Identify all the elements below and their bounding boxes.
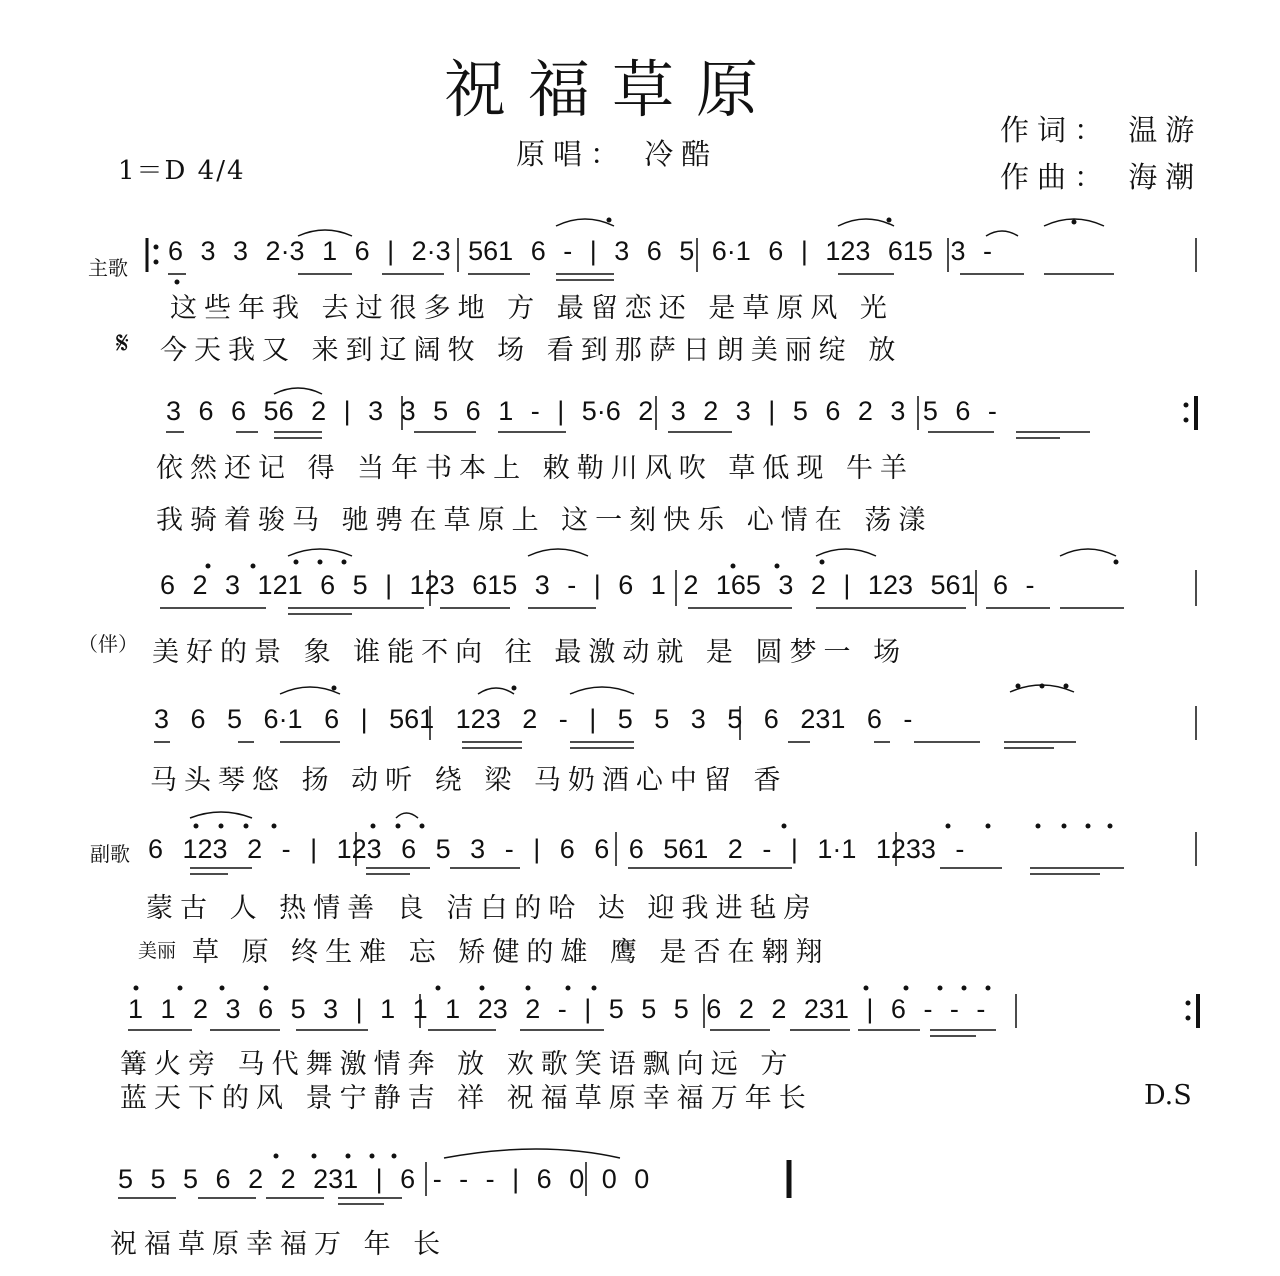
- octave-dot: [264, 986, 269, 991]
- lyric-system-5-verse-1: 蒙古 人 热情善 良 洁白的哈 达 迎我进毡房: [146, 893, 818, 924]
- octave-dot: [371, 824, 376, 829]
- octave-dot: [1114, 560, 1119, 565]
- octave-dot: [1086, 824, 1091, 829]
- segno-sign: 𝄋: [116, 326, 129, 361]
- octave-dot: [962, 986, 967, 991]
- slur: [478, 688, 514, 694]
- lyric-system-4: 马头琴悠 扬 动听 绕 梁 马奶酒心中留 香: [150, 765, 788, 796]
- lyric-system-3: 美好的景 象 谁能不向 往 最激动就 是 圆梦一 场: [152, 637, 908, 668]
- octave-dot: [1064, 684, 1069, 689]
- octave-dot: [396, 824, 401, 829]
- octave-dot: [512, 686, 517, 691]
- chorus-label: 副歌: [90, 842, 130, 866]
- octave-dot: [272, 824, 277, 829]
- octave-dot: [318, 560, 323, 565]
- song-title: 祝福草原: [443, 53, 780, 126]
- octave-dot: [346, 1154, 351, 1159]
- lyric-system-6-verse-1: 篝火旁 马代舞激情奔 放 欢歌笑语飘向远 方: [120, 1049, 795, 1080]
- ds-marking: D.S: [1144, 1080, 1192, 1111]
- octave-dot: [220, 986, 225, 991]
- octave-dot: [775, 564, 780, 569]
- notes-system-2: 3 6 6 56 2 | 3 3 5 6 1 - | 5·6 2 3 2 3 | 5 6 2 3 5 6 -: [166, 396, 997, 426]
- octave-dot: [420, 824, 425, 829]
- slur: [556, 219, 614, 226]
- octave-dot: [1036, 824, 1041, 829]
- octave-dot: [731, 564, 736, 569]
- octave-dot: [904, 986, 909, 991]
- octave-dot: [526, 986, 531, 991]
- octave-dot: [607, 218, 612, 223]
- octave-dot: [392, 1154, 397, 1159]
- notes-system-3: 6 2 3 121 6 5 | 123 615 3 - | 6 1 2 165 3 2 | 123 561 6 -: [160, 570, 1035, 600]
- slur: [274, 388, 322, 394]
- octave-dot: [592, 986, 597, 991]
- slur: [570, 687, 634, 694]
- octave-dot: [194, 824, 199, 829]
- slur: [838, 219, 894, 226]
- octave-dot: [219, 824, 224, 829]
- octave-dot: [251, 564, 256, 569]
- octave-dot: [986, 824, 991, 829]
- octave-dot: [820, 560, 825, 565]
- key-signature: 1＝D 4/4: [118, 156, 246, 186]
- octave-dot: [332, 686, 337, 691]
- octave-dot: [566, 986, 571, 991]
- repeat-dot: [154, 245, 159, 250]
- singer-credit: 原唱： 冷酷: [516, 137, 719, 171]
- lyricist-credit: 作词： 温游: [1000, 113, 1203, 147]
- octave-dot: [312, 1154, 317, 1159]
- notes-system-7: 5 5 5 6 2 2 231 | 6 - - - | 6 0 0 0: [118, 1164, 650, 1194]
- octave-dot: [1040, 684, 1045, 689]
- slur: [396, 813, 418, 818]
- octave-dot: [294, 560, 299, 565]
- slur: [816, 549, 876, 556]
- lyric-system-2-verse-1: 依然还记 得 当年书本上 敕勒川风吹 草低现 牛羊: [156, 453, 914, 484]
- lyric-system-5-verse-2: 草 原 终生难 忘 矫健的雄 鹰 是否在翱翔: [192, 937, 830, 968]
- octave-dot: [244, 824, 249, 829]
- octave-dot: [1016, 684, 1021, 689]
- octave-dot: [370, 1154, 375, 1159]
- octave-dot: [1072, 220, 1077, 225]
- lyric-system-6-verse-2: 蓝天下的风 景宁静吉 祥 祝福草原幸福万年长: [120, 1083, 813, 1114]
- repeat-dot: [1186, 1016, 1191, 1021]
- octave-dot: [986, 986, 991, 991]
- octave-dot: [436, 986, 441, 991]
- verse-label: 主歌: [88, 256, 128, 280]
- notes-system-1: 6 3 3 2·3 1 6 | 2·3 561 6 - | 3 6 5 6·1 6 | 123 615 3 -: [168, 236, 992, 266]
- slur: [1060, 549, 1116, 556]
- lyric-system-7: 祝福草原幸福万 年 长: [110, 1229, 448, 1260]
- octave-dot: [175, 280, 180, 285]
- octave-dot: [887, 218, 892, 223]
- repeat-dot: [1186, 1001, 1191, 1006]
- notes-system-5: 6 123 2 - | 123 6 5 3 - | 6 6 6 561 2 - | 1·1 1233 -: [148, 834, 965, 864]
- slur: [298, 230, 352, 236]
- composer-credit: 作曲： 海潮: [1000, 160, 1203, 194]
- notes-system-6: 1 1 2 3 6 5 3 | 1 1 1 23 2 - | 5 5 5 6 2 2 231 | 6 - - -: [128, 994, 986, 1024]
- octave-dot: [206, 564, 211, 569]
- meili-label: 美丽: [138, 940, 177, 962]
- slur: [986, 231, 1018, 236]
- slur: [280, 687, 340, 694]
- lyric-system-2-verse-2: 我骑着骏马 驰骋在草原上 这一刻快乐 心情在 荡漾: [156, 505, 933, 536]
- slur: [190, 812, 252, 818]
- octave-dot: [134, 986, 139, 991]
- octave-dot: [782, 824, 787, 829]
- repeat-dot: [154, 260, 159, 265]
- tie: [444, 1149, 620, 1158]
- accompaniment-label: （伴）: [78, 632, 138, 656]
- repeat-dot: [1184, 418, 1189, 423]
- repeat-dot: [1184, 403, 1189, 408]
- octave-dot: [1062, 824, 1067, 829]
- octave-dot: [1108, 824, 1113, 829]
- octave-dot: [480, 986, 485, 991]
- octave-dot: [274, 1154, 279, 1159]
- lyric-system-1-verse-1: 这些年我 去过很多地 方 最留恋还 是草原风 光: [170, 293, 894, 324]
- notes-system-4: 3 6 5 6·1 6 | 561 123 2 - | 5 5 3 5 6 231 6 -: [154, 704, 913, 734]
- slur: [288, 549, 352, 556]
- octave-dot: [946, 824, 951, 829]
- octave-dot: [864, 986, 869, 991]
- slur: [528, 549, 588, 556]
- octave-dot: [178, 986, 183, 991]
- lyric-system-1-verse-2: 今天我又 来到辽阔牧 场 看到那萨日朗美丽绽 放: [160, 335, 903, 366]
- octave-dot: [342, 560, 347, 565]
- octave-dot: [938, 986, 943, 991]
